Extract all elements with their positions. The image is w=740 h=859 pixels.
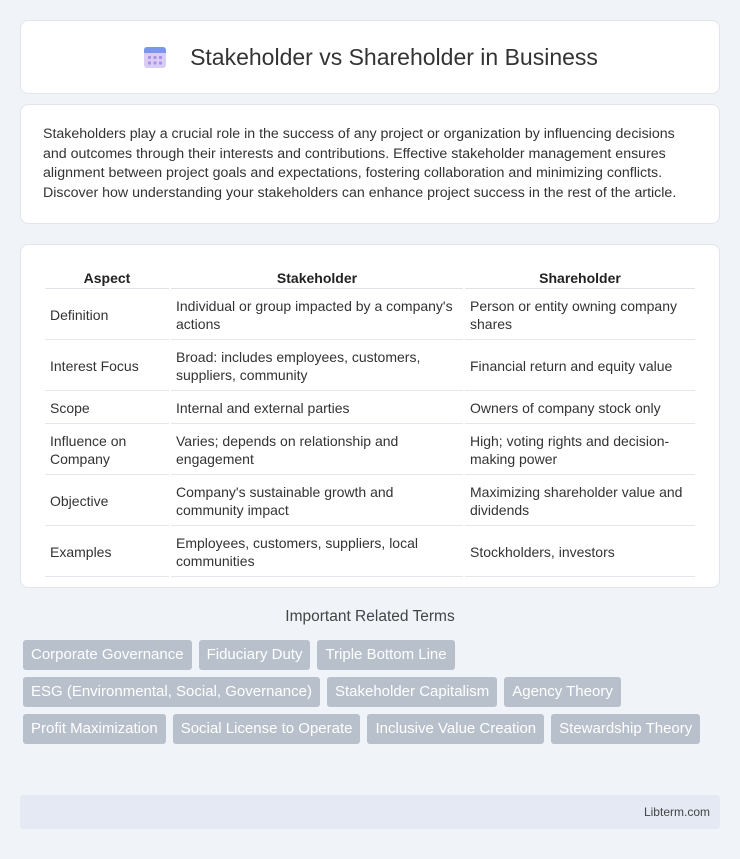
page-title: Stakeholder vs Shareholder in Business — [190, 43, 598, 70]
related-term-tag[interactable]: Inclusive Value Creation — [367, 714, 544, 744]
table-row — [45, 291, 695, 340]
related-term-tag[interactable]: Agency Theory — [504, 677, 621, 707]
footer — [20, 795, 720, 829]
related-term-tag[interactable]: ESG (Environmental, Social, Governance) — [23, 677, 320, 707]
table-row — [45, 528, 695, 577]
footer-brand-link[interactable]: Libterm.com — [643, 805, 710, 819]
related-term-tag[interactable]: Stakeholder Capitalism — [327, 677, 497, 707]
row-shareholder: High; voting rights and decision-making power — [465, 426, 695, 475]
table-row — [45, 342, 695, 391]
intro-text: Stakeholders play a crucial role in the success of any project or organization by influencing decisions and outcomes through their interests and contributions. Effective stakeholder management ensures alignment between project goals and expectations, fostering collaboration and minimizing conflicts. Discover how understanding your stakeholders can enhance project success in the rest of the article. — [43, 126, 677, 201]
row-stakeholder: Individual or group impacted by a company's actions — [171, 291, 463, 340]
row-stakeholder: Employees, customers, suppliers, local communities — [171, 528, 463, 577]
row-aspect: Objective — [45, 477, 169, 526]
header-aspect: Aspect — [45, 267, 169, 289]
table-row — [45, 426, 695, 475]
related-terms-heading: Important Related Terms — [285, 608, 455, 625]
row-stakeholder: Internal and external parties — [171, 393, 463, 424]
intro-card — [20, 104, 720, 224]
related-term-tag[interactable]: Triple Bottom Line — [317, 640, 454, 670]
row-stakeholder: Company's sustainable growth and community impact — [171, 477, 463, 526]
row-stakeholder: Broad: includes employees, customers, suppliers, community — [171, 342, 463, 391]
table-header-row — [45, 267, 695, 289]
related-term-tag[interactable]: Social License to Operate — [173, 714, 361, 744]
row-aspect: Definition — [45, 291, 169, 340]
comparison-table — [43, 265, 697, 579]
title-card — [20, 20, 720, 94]
related-term-tag[interactable]: Stewardship Theory — [551, 714, 700, 744]
row-shareholder: Owners of company stock only — [465, 393, 695, 424]
row-shareholder: Person or entity owning company shares — [465, 291, 695, 340]
related-term-tag[interactable]: Fiduciary Duty — [199, 640, 311, 670]
header-stakeholder: Stakeholder — [171, 267, 463, 289]
row-aspect: Scope — [45, 393, 169, 424]
calendar-icon — [142, 44, 168, 70]
table-row — [45, 393, 695, 424]
table-row — [45, 477, 695, 526]
row-aspect: Influence on Company — [45, 426, 169, 475]
row-shareholder: Financial return and equity value — [465, 342, 695, 391]
related-term-tag[interactable]: Corporate Governance — [23, 640, 192, 670]
comparison-table-card — [20, 244, 720, 588]
row-aspect: Interest Focus — [45, 342, 169, 391]
related-term-tag[interactable]: Profit Maximization — [23, 714, 166, 744]
row-stakeholder: Varies; depends on relationship and engagement — [171, 426, 463, 475]
row-shareholder: Stockholders, investors — [465, 528, 695, 577]
row-shareholder: Maximizing shareholder value and dividends — [465, 477, 695, 526]
related-terms-list — [23, 640, 703, 744]
row-aspect: Examples — [45, 528, 169, 577]
header-shareholder: Shareholder — [465, 267, 695, 289]
